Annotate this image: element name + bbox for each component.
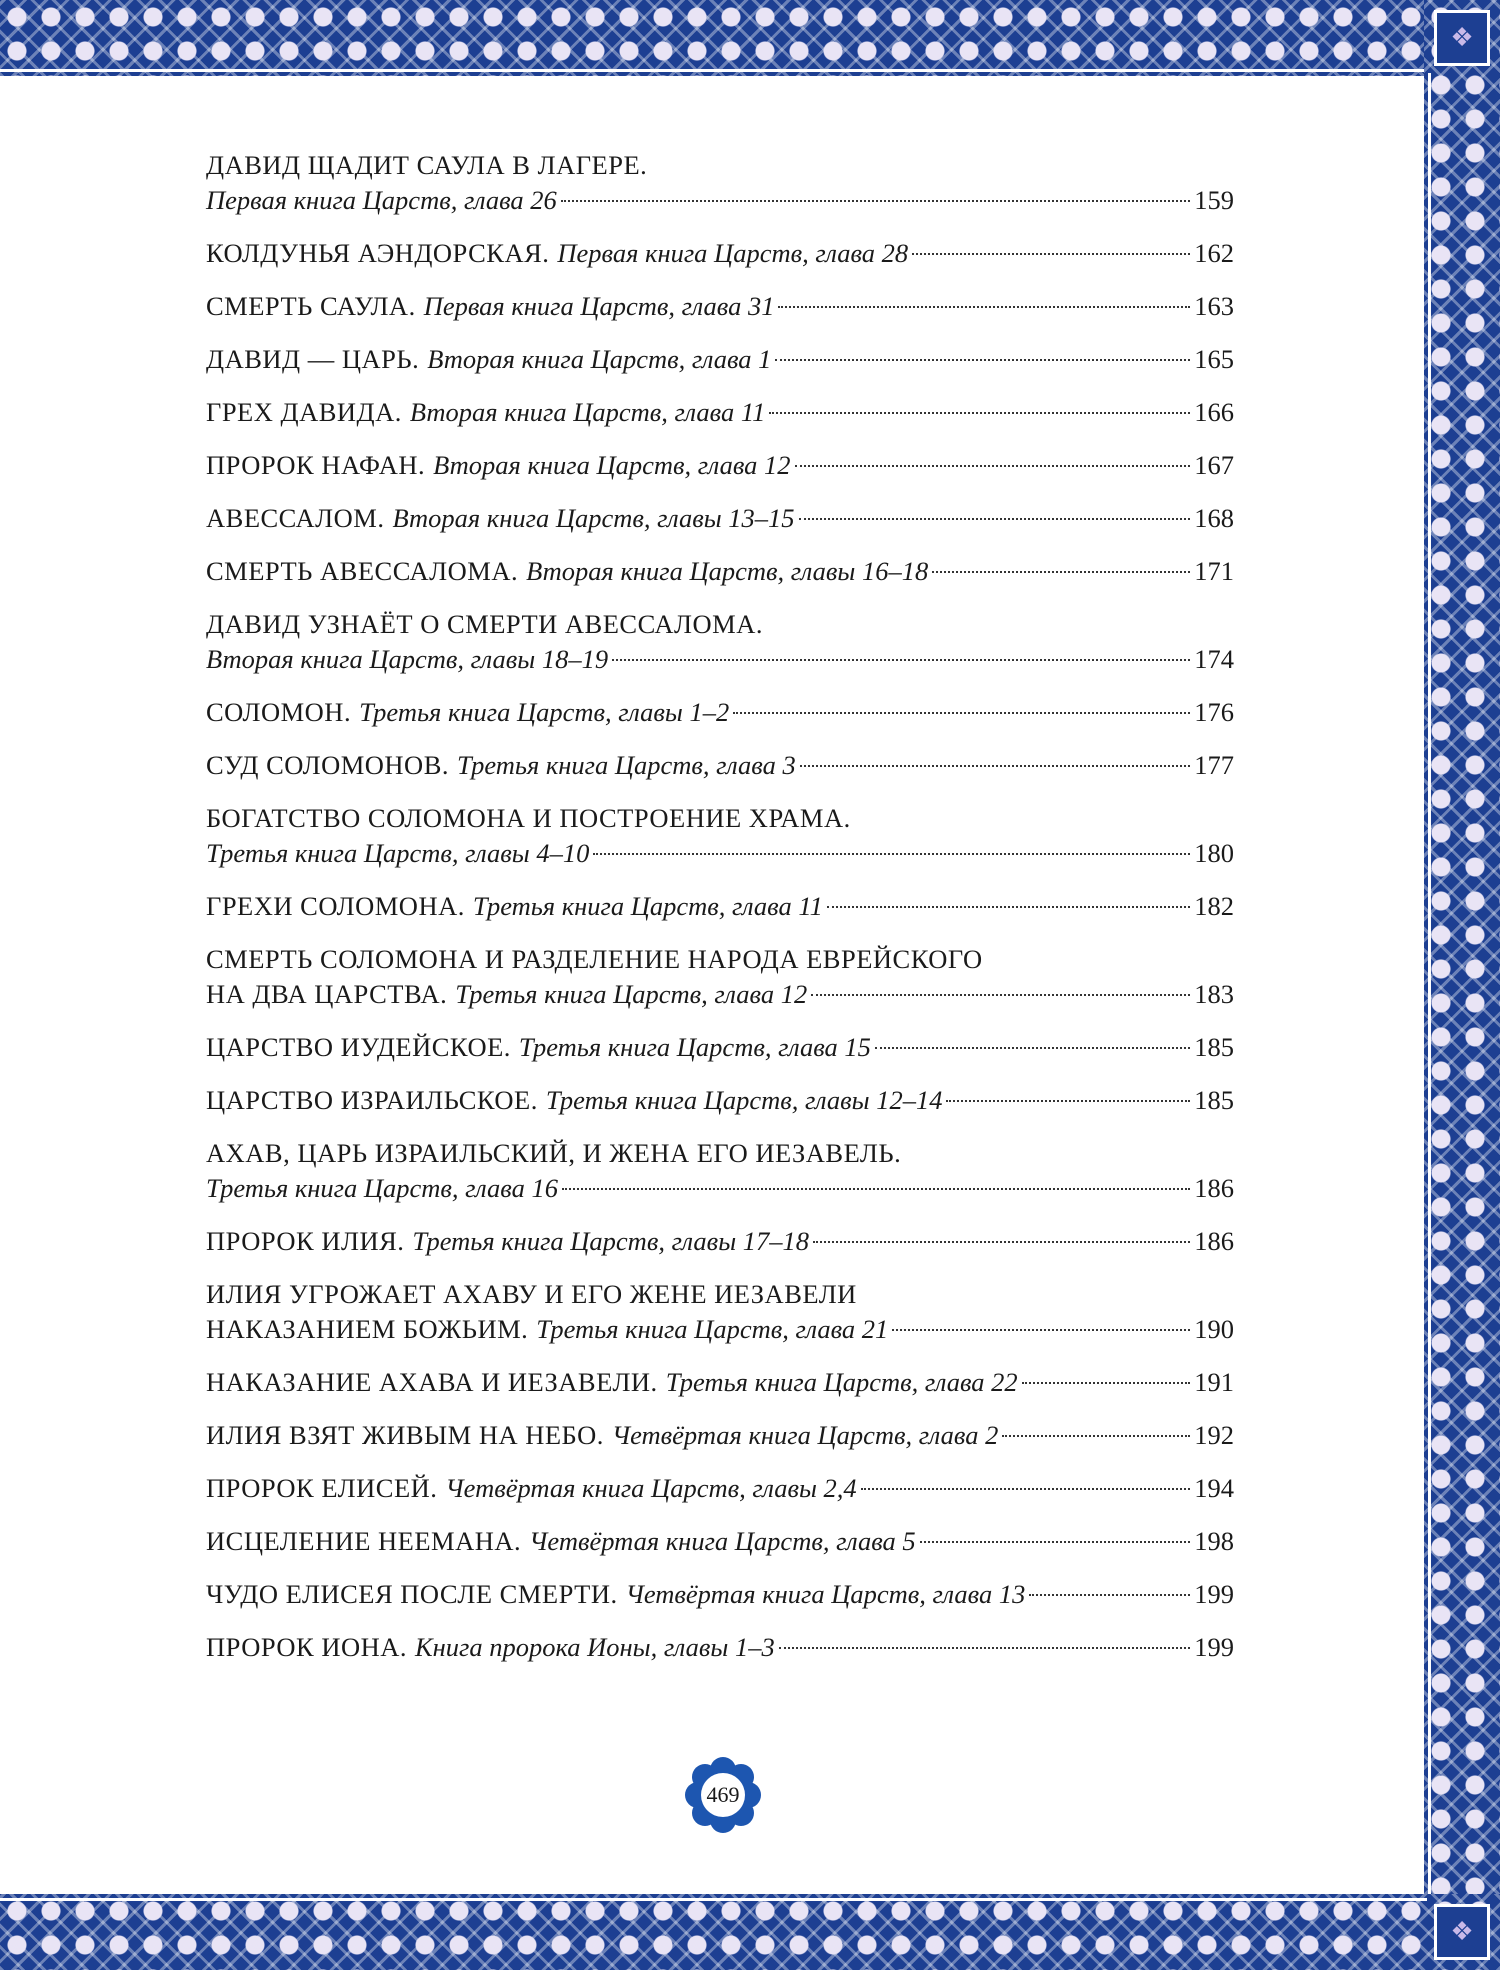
toc-entry-source: Третья книга Царств, главы 4–10 bbox=[206, 838, 590, 868]
toc-entry-line bbox=[206, 607, 1234, 642]
toc-entry-title: ЦАРСТВО ИУДЕЙСКОЕ. bbox=[206, 1032, 511, 1062]
toc-entry bbox=[206, 1471, 1234, 1506]
toc-entry-line bbox=[206, 801, 1234, 836]
dot-leader bbox=[561, 200, 1190, 202]
toc-entry-line bbox=[206, 1524, 1234, 1559]
toc-entry-source: Третья книга Царств, глава 16 bbox=[206, 1173, 558, 1203]
toc-entry-line bbox=[206, 695, 1234, 730]
toc-entry-title: ИЛИЯ ВЗЯТ ЖИВЫМ НА НЕБО. bbox=[206, 1420, 604, 1450]
toc-entry-page: 191 bbox=[1194, 1367, 1234, 1397]
toc-entry-source: Книга пророка Ионы, главы 1–3 bbox=[415, 1632, 775, 1662]
toc-entry bbox=[206, 395, 1234, 430]
toc-entry bbox=[206, 236, 1234, 271]
toc-entry-page: 185 bbox=[1194, 1032, 1234, 1062]
dot-leader bbox=[799, 518, 1191, 520]
toc-entry-title: АВЕССАЛОМ. bbox=[206, 503, 385, 533]
toc-entry-source: Вторая книга Царств, главы 18–19 bbox=[206, 644, 609, 674]
toc-entry-line bbox=[206, 395, 1234, 430]
toc-entry bbox=[206, 748, 1234, 783]
toc-entry-page: 177 bbox=[1194, 750, 1234, 780]
corner-ornament-icon: ❖ bbox=[1434, 1904, 1490, 1960]
toc-entry-source: Четвёртая книга Царств, глава 2 bbox=[611, 1420, 999, 1450]
toc-entry-title: КОЛДУНЬЯ АЭНДОРСКАЯ. bbox=[206, 238, 550, 268]
toc-entry-line bbox=[206, 183, 1234, 218]
toc-entry-title: СУД СОЛОМОНОВ. bbox=[206, 750, 449, 780]
toc-entry-page: 166 bbox=[1194, 397, 1234, 427]
dot-leader bbox=[775, 359, 1190, 361]
toc-entry bbox=[206, 695, 1234, 730]
toc-entry-title: ПРОРОК ЕЛИСЕЙ. bbox=[206, 1473, 438, 1503]
toc-entry-page: 163 bbox=[1194, 291, 1234, 321]
toc-entry-page: 159 bbox=[1194, 185, 1234, 215]
dot-leader bbox=[932, 571, 1190, 573]
toc-entry-line bbox=[206, 1136, 1234, 1171]
toc-entry bbox=[206, 1224, 1234, 1259]
toc-entry-line bbox=[206, 836, 1234, 871]
toc-entry-page: 192 bbox=[1194, 1420, 1234, 1450]
toc-entry-source: Вторая книга Царств, глава 1 bbox=[427, 344, 772, 374]
toc-entry-page: 186 bbox=[1194, 1226, 1234, 1256]
toc-entry-line bbox=[206, 942, 1234, 977]
toc-entry-line bbox=[206, 554, 1234, 589]
toc-entry-title: АХАВ, ЦАРЬ ИЗРАИЛЬСКИЙ, И ЖЕНА ЕГО ИЕЗАВЕЛЬ. bbox=[206, 1138, 902, 1168]
toc-entry-page: 165 bbox=[1194, 344, 1234, 374]
dot-leader bbox=[920, 1541, 1191, 1543]
toc-entry-line bbox=[206, 1277, 1234, 1312]
dot-leader bbox=[733, 712, 1190, 714]
toc-entry-page: 199 bbox=[1194, 1632, 1234, 1662]
dot-leader bbox=[612, 659, 1190, 661]
toc-entry-title: ГРЕХ ДАВИДА. bbox=[206, 397, 402, 427]
toc-entry-title: СМЕРТЬ СОЛОМОНА И РАЗДЕЛЕНИЕ НАРОДА ЕВРЕЙСКОГО bbox=[206, 944, 983, 974]
dot-leader bbox=[779, 1647, 1190, 1649]
toc-entry-title: СМЕРТЬ АВЕССАЛОМА. bbox=[206, 556, 519, 586]
toc-entry bbox=[206, 801, 1234, 871]
toc-entry-page: 198 bbox=[1194, 1526, 1234, 1556]
dot-leader bbox=[875, 1047, 1190, 1049]
dot-leader bbox=[800, 765, 1191, 767]
toc-entry-line bbox=[206, 642, 1234, 677]
toc-entry-line bbox=[206, 148, 1234, 183]
toc-entry-line bbox=[206, 1418, 1234, 1453]
toc-entry-title: БОГАТСТВО СОЛОМОНА И ПОСТРОЕНИЕ ХРАМА. bbox=[206, 803, 851, 833]
toc-entry-page: 199 bbox=[1194, 1579, 1234, 1609]
toc-entry bbox=[206, 1277, 1234, 1347]
toc-entry-title: ПРОРОК ИОНА. bbox=[206, 1632, 408, 1662]
toc-entry bbox=[206, 1030, 1234, 1065]
toc-entry-line bbox=[206, 1365, 1234, 1400]
toc-entry-title: ПРОРОК ИЛИЯ. bbox=[206, 1226, 405, 1256]
corner-ornament-icon: ❖ bbox=[1434, 10, 1490, 66]
toc-entry-title: СОЛОМОН. bbox=[206, 697, 352, 727]
ornamental-border-right bbox=[1424, 0, 1500, 1970]
toc-entry-page: 190 bbox=[1194, 1314, 1234, 1344]
toc-entry bbox=[206, 501, 1234, 536]
toc-entry-line bbox=[206, 889, 1234, 924]
toc-entry bbox=[206, 1365, 1234, 1400]
toc-entry-line bbox=[206, 1577, 1234, 1612]
dot-leader bbox=[769, 412, 1190, 414]
toc-entry-page: 162 bbox=[1194, 238, 1234, 268]
ornamental-border-bottom bbox=[0, 1894, 1500, 1970]
toc-entry-source: Четвёртая книга Царств, главы 2,4 bbox=[445, 1473, 857, 1503]
toc-entry-line bbox=[206, 236, 1234, 271]
page-number-emblem bbox=[684, 1756, 762, 1834]
toc-entry-title: ЧУДО ЕЛИСЕЯ ПОСЛЕ СМЕРТИ. bbox=[206, 1579, 618, 1609]
dot-leader bbox=[946, 1100, 1190, 1102]
dot-leader bbox=[593, 853, 1190, 855]
dot-leader bbox=[861, 1488, 1191, 1490]
toc-entry-line bbox=[206, 1471, 1234, 1506]
toc-entry-line bbox=[206, 977, 1234, 1012]
toc-entry-source: Первая книга Царств, глава 31 bbox=[423, 291, 775, 321]
dot-leader bbox=[811, 994, 1190, 996]
dot-leader bbox=[562, 1188, 1190, 1190]
toc-entry-source: Третья книга Царств, глава 12 bbox=[455, 979, 808, 1009]
toc-entry-page: 185 bbox=[1194, 1085, 1234, 1115]
dot-leader bbox=[1002, 1435, 1190, 1437]
toc-entry-line bbox=[206, 1171, 1234, 1206]
toc-entry-source: Третья книга Царств, глава 15 bbox=[518, 1032, 871, 1062]
toc-entry bbox=[206, 289, 1234, 324]
toc-entry bbox=[206, 1630, 1234, 1665]
toc-entry-source: Третья книга Царств, глава 21 bbox=[536, 1314, 889, 1344]
toc-entry-line bbox=[206, 289, 1234, 324]
toc-entry-line bbox=[206, 748, 1234, 783]
toc-entry-source: Третья книга Царств, главы 1–2 bbox=[359, 697, 730, 727]
toc-entry bbox=[206, 1136, 1234, 1206]
toc-entry bbox=[206, 1524, 1234, 1559]
toc-entry-line bbox=[206, 342, 1234, 377]
toc-entry-title: НА ДВА ЦАРСТВА. bbox=[206, 979, 448, 1009]
toc-entry-line bbox=[206, 1312, 1234, 1347]
toc-entry bbox=[206, 889, 1234, 924]
toc-entry bbox=[206, 942, 1234, 1012]
toc-entry-source: Вторая книга Царств, главы 16–18 bbox=[526, 556, 929, 586]
table-of-contents bbox=[206, 148, 1234, 1683]
toc-entry-source: Первая книга Царств, глава 28 bbox=[557, 238, 909, 268]
toc-entry bbox=[206, 1418, 1234, 1453]
toc-entry-page: 186 bbox=[1194, 1173, 1234, 1203]
toc-entry-page: 171 bbox=[1194, 556, 1234, 586]
toc-entry-title: ДАВИД УЗНАЁТ О СМЕРТИ АВЕССАЛОМА. bbox=[206, 609, 763, 639]
dot-leader bbox=[778, 306, 1190, 308]
toc-entry-page: 180 bbox=[1194, 838, 1234, 868]
toc-entry-title: ИЛИЯ УГРОЖАЕТ АХАВУ И ЕГО ЖЕНЕ ИЕЗАВЕЛИ bbox=[206, 1279, 857, 1309]
toc-entry-source: Вторая книга Царств, главы 13–15 bbox=[392, 503, 795, 533]
toc-entry-title: ДАВИД ЩАДИТ САУЛА В ЛАГЕРЕ. bbox=[206, 150, 648, 180]
page-number: 469 bbox=[706, 1782, 740, 1807]
toc-entry-title: НАКАЗАНИЕМ БОЖЬИМ. bbox=[206, 1314, 529, 1344]
toc-entry-page: 176 bbox=[1194, 697, 1234, 727]
dot-leader bbox=[795, 465, 1191, 467]
toc-entry bbox=[206, 148, 1234, 218]
dot-leader bbox=[892, 1329, 1190, 1331]
toc-entry-source: Вторая книга Царств, глава 12 bbox=[433, 450, 791, 480]
toc-entry-title: ИСЦЕЛЕНИЕ НЕЕМАНА. bbox=[206, 1526, 522, 1556]
toc-entry-title: ПРОРОК НАФАН. bbox=[206, 450, 426, 480]
toc-entry-page: 183 bbox=[1194, 979, 1234, 1009]
toc-entry-source: Четвёртая книга Царств, глава 13 bbox=[625, 1579, 1026, 1609]
toc-entry bbox=[206, 1083, 1234, 1118]
toc-entry-title: ЦАРСТВО ИЗРАИЛЬСКОЕ. bbox=[206, 1085, 538, 1115]
toc-entry bbox=[206, 607, 1234, 677]
dot-leader bbox=[1022, 1382, 1191, 1384]
toc-entry-line bbox=[206, 1630, 1234, 1665]
ornamental-border-top bbox=[0, 0, 1500, 76]
toc-entry-line bbox=[206, 501, 1234, 536]
toc-entry-source: Третья книга Царств, главы 17–18 bbox=[412, 1226, 810, 1256]
dot-leader bbox=[1029, 1594, 1190, 1596]
toc-entry-source: Третья книга Царств, главы 12–14 bbox=[545, 1085, 943, 1115]
toc-entry-line bbox=[206, 1083, 1234, 1118]
dot-leader bbox=[827, 906, 1190, 908]
toc-entry-line bbox=[206, 1030, 1234, 1065]
toc-entry bbox=[206, 448, 1234, 483]
toc-entry-source: Четвёртая книга Царств, глава 5 bbox=[529, 1526, 916, 1556]
toc-entry-title: НАКАЗАНИЕ АХАВА И ИЕЗАВЕЛИ. bbox=[206, 1367, 658, 1397]
toc-entry-title: ДАВИД — ЦАРЬ. bbox=[206, 344, 420, 374]
toc-entry-title: СМЕРТЬ САУЛА. bbox=[206, 291, 416, 321]
toc-entry-page: 174 bbox=[1194, 644, 1234, 674]
toc-entry-title: ГРЕХИ СОЛОМОНА. bbox=[206, 891, 465, 921]
toc-entry-source: Вторая книга Царств, глава 11 bbox=[409, 397, 766, 427]
dot-leader bbox=[813, 1241, 1190, 1243]
toc-entry bbox=[206, 554, 1234, 589]
toc-entry-source: Первая книга Царств, глава 26 bbox=[206, 185, 557, 215]
toc-entry-source: Третья книга Царств, глава 11 bbox=[472, 891, 823, 921]
toc-entry-source: Третья книга Царств, глава 3 bbox=[457, 750, 796, 780]
toc-entry-line bbox=[206, 448, 1234, 483]
toc-entry-page: 168 bbox=[1194, 503, 1234, 533]
toc-entry-page: 194 bbox=[1194, 1473, 1234, 1503]
toc-entry-source: Третья книга Царств, глава 22 bbox=[665, 1367, 1018, 1397]
toc-entry bbox=[206, 1577, 1234, 1612]
dot-leader bbox=[912, 253, 1190, 255]
toc-entry-page: 167 bbox=[1194, 450, 1234, 480]
toc-entry-line bbox=[206, 1224, 1234, 1259]
toc-entry bbox=[206, 342, 1234, 377]
toc-entry-page: 182 bbox=[1194, 891, 1234, 921]
